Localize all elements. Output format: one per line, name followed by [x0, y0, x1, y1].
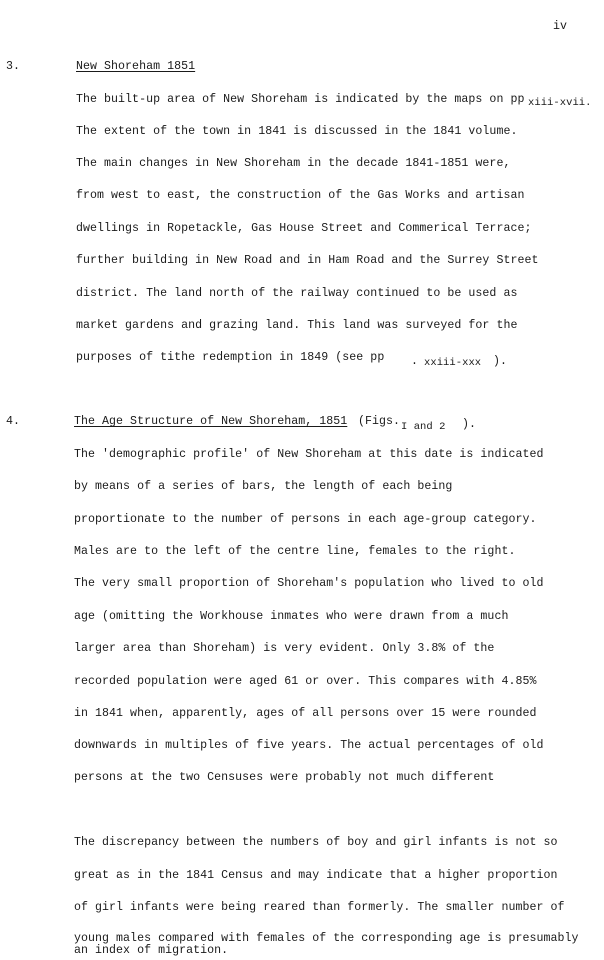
section-4-line: Males are to the left of the centre line, females to the right.	[74, 545, 516, 558]
section-4-line: persons at the two Censuses were probably not much different	[74, 771, 495, 784]
section-4-line: downwards in multiples of five years. The actual percentages of old	[74, 739, 544, 752]
closing-line: The discrepancy between the numbers of boy and girl infants is not so	[74, 836, 558, 849]
figures-ref-numbers: I and 2	[401, 421, 446, 433]
figures-ref-close: ).	[462, 418, 477, 431]
section-4-line: in 1841 when, apparently, ages of all persons over 15 were rounded	[74, 707, 537, 720]
section-3-line: The built-up area of New Shoreham is indicated by the maps on pp	[76, 93, 525, 106]
section-4-heading: The Age Structure of New Shoreham, 1851	[74, 415, 348, 428]
section-4-line: larger area than Shoreham) is very evident. Only 3.8% of the	[74, 642, 495, 655]
tithe-ref-close: ).	[493, 355, 508, 368]
tithe-ref-dot: .	[411, 355, 419, 368]
section-3-number: 3.	[6, 60, 21, 73]
figures-ref-open: (Figs.	[358, 415, 401, 428]
section-3-line: dwellings in Ropetackle, Gas House Street and Commerical Terrace;	[76, 222, 532, 235]
closing-line: an index of migration.	[74, 944, 229, 957]
section-3-line: purposes of tithe redemption in 1849 (see pp	[76, 351, 385, 364]
page-number: iv	[553, 20, 568, 33]
section-3-heading: New Shoreham 1851	[76, 60, 196, 73]
section-4-number: 4.	[6, 415, 21, 428]
closing-line: great as in the 1841 Census and may indicate that a higher proportion	[74, 869, 558, 882]
section-4-line: recorded population were aged 61 or over. This compares with 4.85%	[74, 675, 537, 688]
closing-line: young males compared with females of the corresponding age is presumably	[74, 932, 579, 945]
section-3-line: district. The land north of the railway continued to be used as	[76, 287, 518, 300]
section-4-line: age (omitting the Workhouse inmates who were drawn from a much	[74, 610, 509, 623]
section-3-line: further building in New Road and in Ham Road and the Surrey Street	[76, 254, 539, 267]
section-3-line: The main changes in New Shoreham in the decade 1841-1851 were,	[76, 157, 511, 170]
section-4-line: The 'demographic profile' of New Shoreham at this date is indicated	[74, 448, 544, 461]
section-4-line: The very small proportion of Shoreham's population who lived to old	[74, 577, 544, 590]
section-3-line: market gardens and grazing land. This land was surveyed for the	[76, 319, 518, 332]
tithe-page-reference: xxiii-xxx	[424, 357, 482, 369]
section-3-line: from west to east, the construction of the Gas Works and artisan	[76, 189, 525, 202]
section-3-line: The extent of the town in 1841 is discussed in the 1841 volume.	[76, 125, 518, 138]
closing-line: of girl infants were being reared than formerly. The smaller number of	[74, 901, 565, 914]
section-4-line: proportionate to the number of persons in each age-group category.	[74, 513, 537, 526]
section-4-line: by means of a series of bars, the length of each being	[74, 480, 453, 493]
maps-page-reference: xiii-xvii.	[528, 97, 592, 109]
